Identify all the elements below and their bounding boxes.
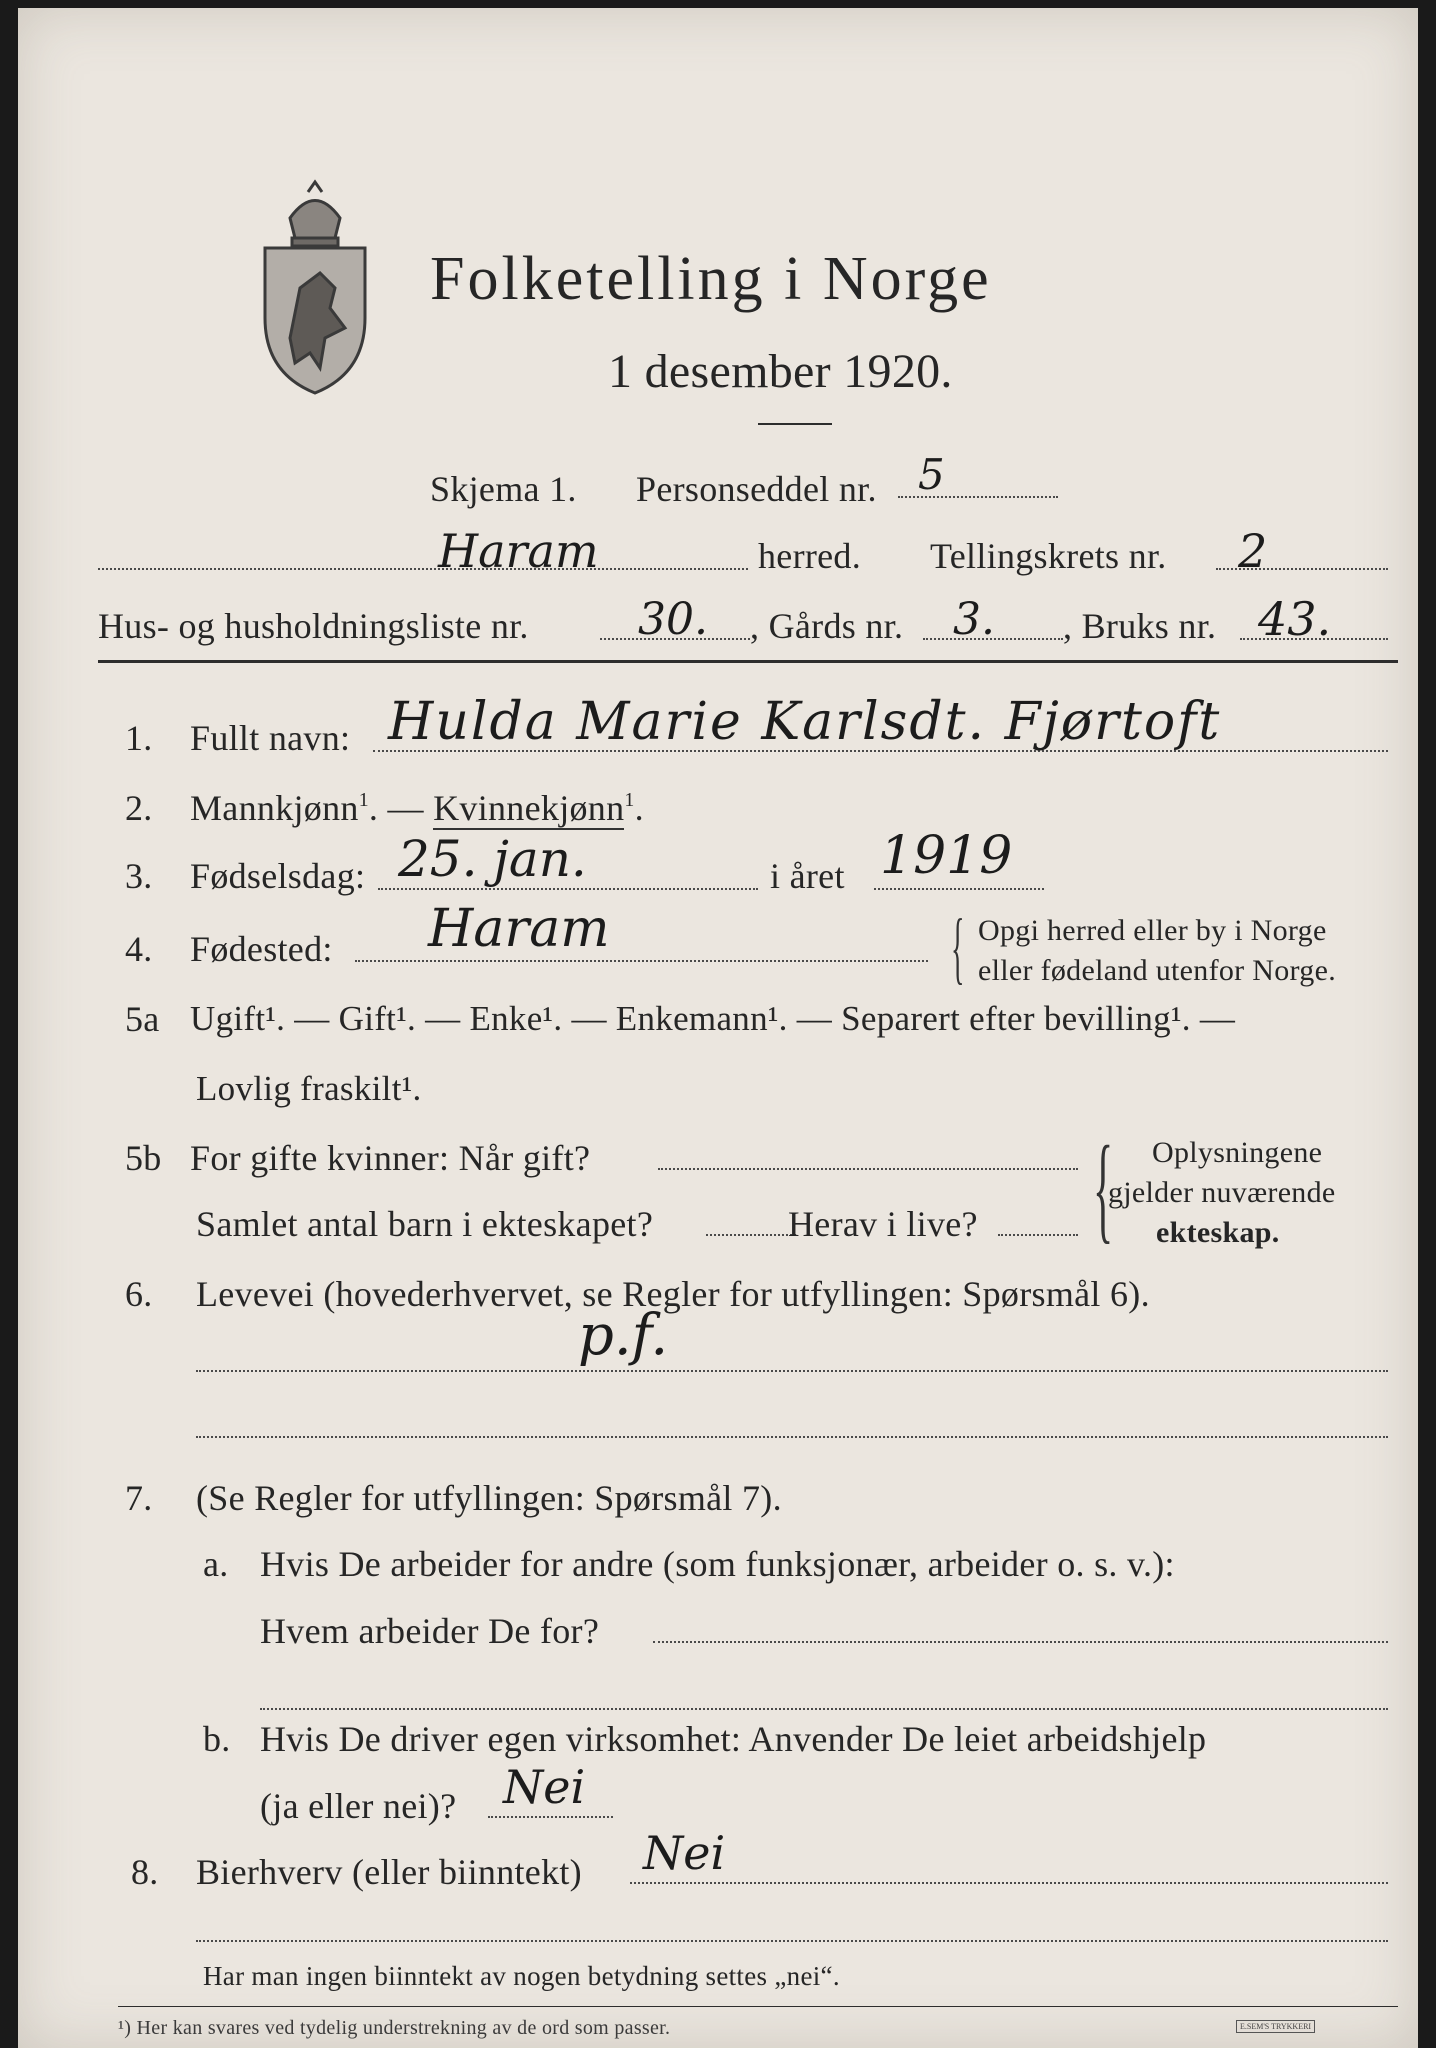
male-option[interactable]: Mannkjønn — [190, 788, 359, 828]
q1-label: Fullt navn: — [190, 718, 351, 758]
marriage-note-line2: gjelder nuværende — [1108, 1176, 1336, 1209]
divorced-option[interactable]: Lovlig fraskilt¹. — [196, 1069, 422, 1108]
children-alive-label: Herav i live? — [788, 1204, 978, 1244]
birthplace-note-line2: eller fødeland utenfor Norge. — [978, 954, 1337, 987]
marriage-note-line1: Oplysningene — [1152, 1136, 1323, 1169]
coat-of-arms-icon — [250, 178, 380, 398]
herred-field-line — [98, 568, 748, 570]
q3-label: Fødselsdag: — [190, 856, 366, 896]
q6-number: 6. — [125, 1274, 153, 1314]
q7a-letter: a. — [203, 1544, 229, 1584]
footnote: ¹) Her kan svares ved tydelig understrekning av de ord som passer. — [118, 2017, 671, 2039]
herred-field[interactable]: Haram — [438, 524, 599, 578]
header-divider — [98, 660, 1398, 663]
hired-help-field-line — [488, 1816, 613, 1818]
gards-label: , Gårds nr. — [750, 606, 904, 646]
tellingskrets-field[interactable]: 2 — [1238, 524, 1268, 578]
q2-options: Mannkjønn$^1$. — Kvinnekjønn$^1$. — [190, 788, 644, 828]
q4-number: 4. — [125, 929, 153, 969]
married-when-label: For gifte kvinner: Når gift? — [190, 1138, 591, 1178]
personseddel-label: Personseddel nr. — [636, 469, 877, 509]
hired-help-field[interactable]: Nei — [503, 1760, 586, 1814]
hired-help-label: (ja eller nei)? — [260, 1786, 457, 1826]
q7a-text: Hvis De arbeider for andre (som funksjonær, arbeider o. s. v.): — [260, 1544, 1175, 1584]
q5b-number: 5b — [125, 1138, 162, 1178]
married-when-field[interactable] — [658, 1168, 1078, 1170]
children-alive-field[interactable] — [998, 1234, 1078, 1236]
birthplace-field-line — [355, 960, 928, 962]
employer-field[interactable] — [653, 1641, 1388, 1643]
q7-label: (Se Regler for utfyllingen: Spørsmål 7). — [196, 1478, 782, 1518]
q4-label: Fødested: — [190, 929, 333, 969]
gards-field[interactable]: 3. — [953, 594, 995, 645]
children-count-label: Samlet antal barn i ekteskapet? — [196, 1204, 654, 1244]
census-date: 1 desember 1920. — [608, 345, 953, 398]
birthplace-field[interactable]: Haram — [428, 899, 610, 959]
q8-number: 8. — [131, 1852, 159, 1892]
marriage-note-brace: { — [1093, 1121, 1114, 1254]
skjema-label: Skjema 1. — [430, 469, 577, 509]
tellingskrets-label: Tellingskrets nr. — [930, 536, 1167, 576]
occupation-field-line-2[interactable] — [196, 1436, 1388, 1438]
husliste-label: Hus- og husholdningsliste nr. — [98, 606, 529, 646]
q7-number: 7. — [125, 1478, 153, 1518]
q3-number: 3. — [125, 856, 153, 896]
husliste-field[interactable]: 30. — [638, 594, 708, 645]
bruks-field[interactable]: 43. — [1258, 592, 1332, 646]
children-count-field[interactable] — [706, 1234, 796, 1236]
q8-label: Bierhverv (eller biinntekt) — [196, 1852, 582, 1892]
birthplace-note-line1: Opgi herred eller by i Norge — [978, 914, 1327, 947]
birthday-field[interactable]: 25. jan. — [398, 830, 587, 888]
year-label: i året — [770, 856, 845, 896]
full-name-field[interactable]: Hulda Marie Karlsdt. Fjørtoft — [388, 692, 1222, 752]
birth-year-field[interactable]: 1919 — [880, 826, 1013, 886]
birthday-field-line — [378, 888, 758, 890]
census-form-sheet — [18, 8, 1418, 2048]
q6-label: Levevei (hovederhvervet, se Regler for utfyllingen: Spørsmål 6). — [196, 1274, 1150, 1314]
marital-status-options[interactable]: Ugift¹. — Gift¹. — Enke¹. — Enkemann¹. — Separert efter bevilling¹. — — [190, 999, 1236, 1038]
q7b-letter: b. — [203, 1719, 231, 1759]
occupation-field-line — [196, 1370, 1388, 1372]
employer-field-line-2[interactable] — [260, 1708, 1388, 1710]
printer-stamp: E.SEM'S TRYKKERI — [1236, 2020, 1315, 2033]
q5a-number: 5a — [125, 999, 160, 1039]
bruks-label: , Bruks nr. — [1063, 606, 1217, 646]
personseddel-field[interactable]: 5 — [918, 450, 945, 499]
footnote-divider — [118, 2006, 1398, 2007]
q2-number: 2. — [125, 788, 153, 828]
side-income-field-line-2[interactable] — [196, 1940, 1388, 1942]
marriage-note-line3: ekteskap. — [1156, 1216, 1280, 1249]
birthplace-note-brace: { — [951, 904, 965, 992]
employer-label: Hvem arbeider De for? — [260, 1611, 600, 1651]
q7b-text: Hvis De driver egen virksomhet: Anvender De leiet arbeidshjelp — [260, 1719, 1207, 1759]
occupation-field[interactable]: p.f. — [578, 1303, 669, 1368]
side-income-field-line — [630, 1882, 1388, 1884]
herred-label: herred. — [758, 536, 862, 576]
footer-note: Har man ingen biinntekt av nogen betydning settes „nei“. — [203, 1961, 840, 1991]
side-income-field[interactable]: Nei — [643, 1826, 726, 1880]
q1-number: 1. — [125, 718, 153, 758]
female-option[interactable]: Kvinnekjønn — [433, 788, 625, 828]
birth-year-field-line — [874, 888, 1044, 890]
title-divider — [758, 423, 832, 425]
form-title: Folketelling i Norge — [430, 245, 992, 313]
